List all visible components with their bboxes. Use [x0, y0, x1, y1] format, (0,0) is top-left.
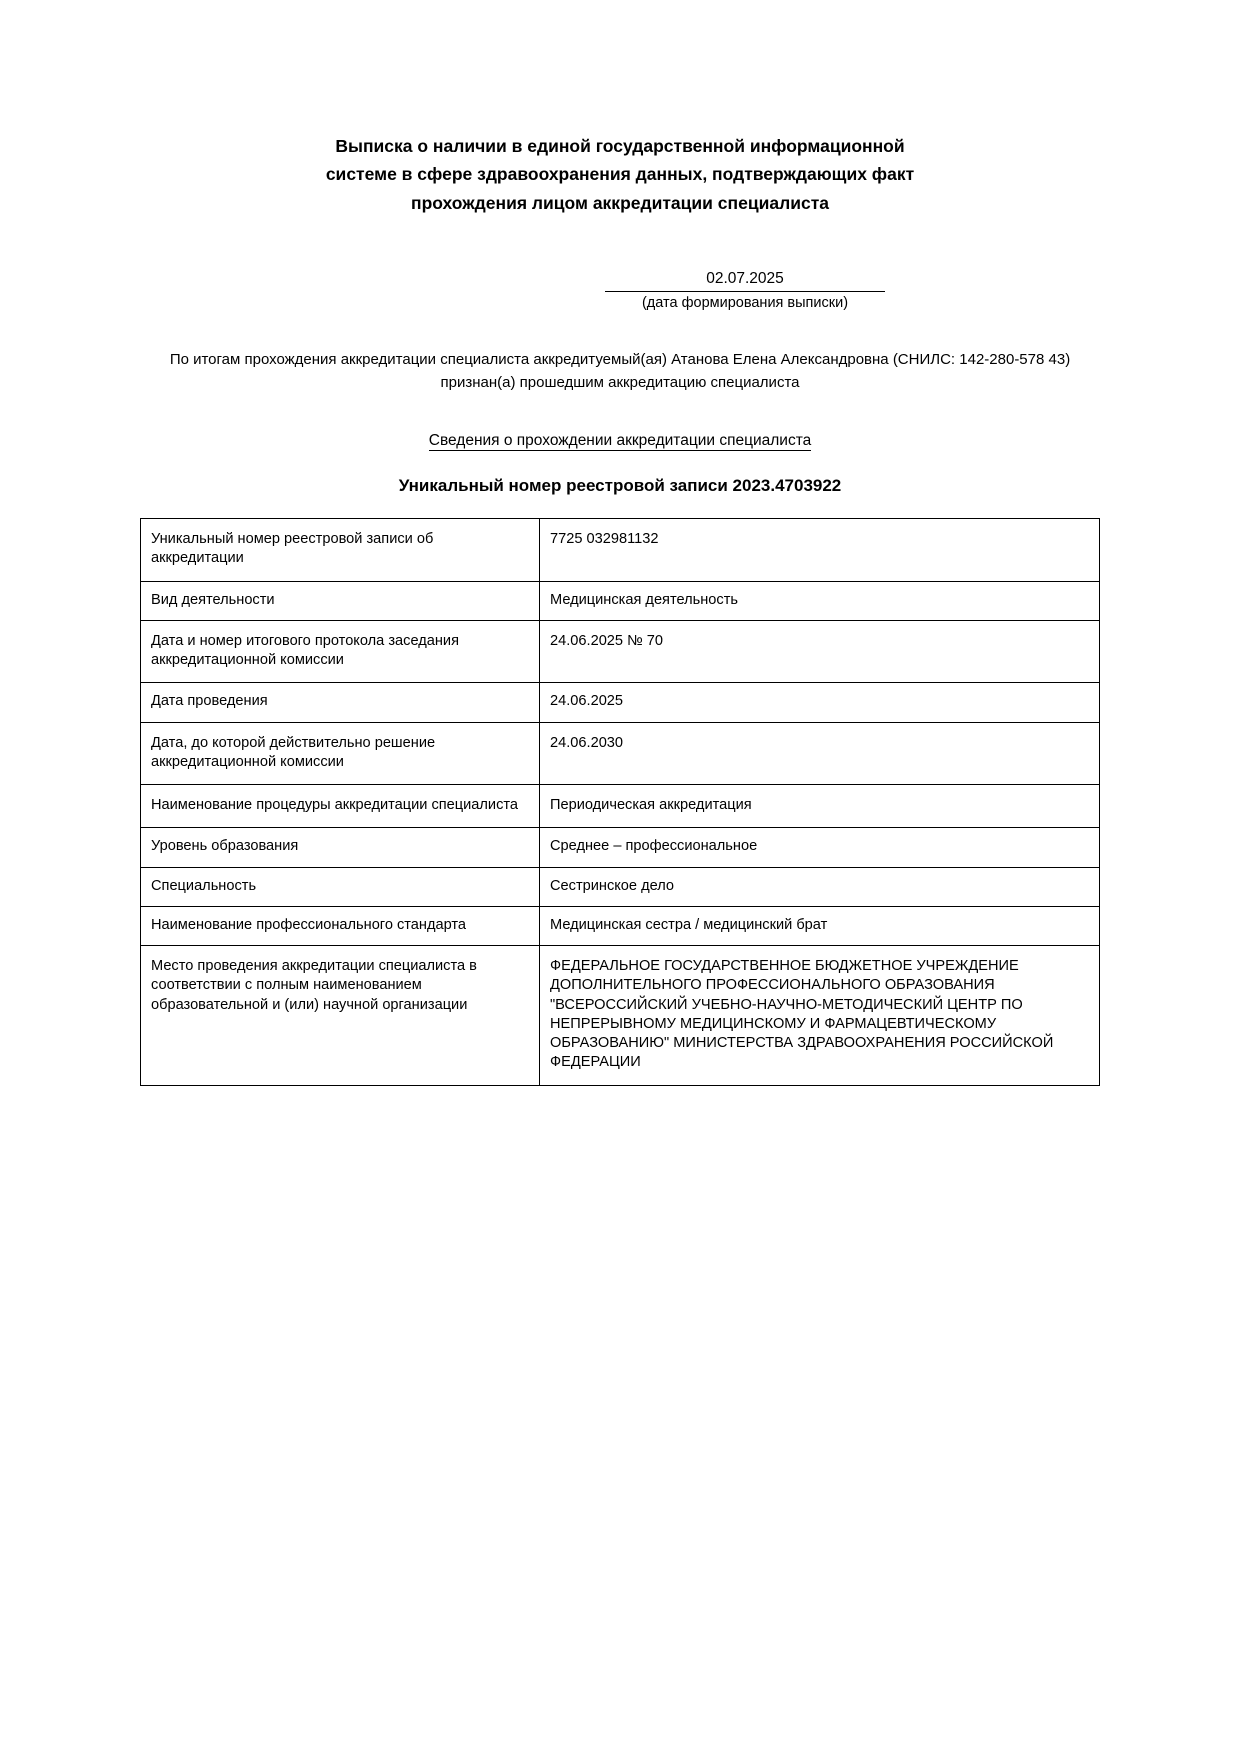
- table-row: [141, 906, 1100, 945]
- table-row: [141, 519, 1100, 582]
- row-value: Сестринское дело: [540, 867, 1100, 906]
- table-row: [141, 946, 1100, 1086]
- row-label: Дата, до которой действительно решение аккредитационной комиссии: [141, 722, 540, 785]
- table-row: [141, 828, 1100, 867]
- table-row: [141, 683, 1100, 722]
- table-row: [141, 620, 1100, 683]
- row-value: 7725 032981132: [540, 519, 1100, 582]
- section-heading-text: Сведения о прохождении аккредитации специалиста: [428, 432, 812, 450]
- section-heading: [140, 432, 1100, 450]
- row-value: Среднее – профессиональное: [540, 828, 1100, 867]
- page-title-line-2: системе в сфере здравоохранения данных, подтверждающих факт: [325, 164, 915, 185]
- accreditation-details-table: [140, 518, 1100, 1086]
- row-label: Дата и номер итогового протокола заседания аккредитационной комиссии: [141, 620, 540, 683]
- table-row: [141, 581, 1100, 620]
- row-label: Дата проведения: [141, 683, 540, 722]
- row-label: Уровень образования: [141, 828, 540, 867]
- row-value: Медицинская деятельность: [540, 581, 1100, 620]
- row-label: Место проведения аккредитации специалиста в соответствии с полным наименованием образовательной и (или) научной организации: [141, 946, 540, 1086]
- page-title-line-3: прохождения лицом аккредитации специалиста: [411, 192, 829, 213]
- row-label: Наименование профессионального стандарта: [141, 906, 540, 945]
- intro-paragraph: По итогам прохождения аккредитации специалиста аккредитуемый(ая) Атанова Елена Александровна (СНИЛС: 142-280-578 43) признан(а) прошедшим аккредитацию специалиста: [169, 351, 1071, 391]
- table-row: [141, 867, 1100, 906]
- row-value: Периодическая аккредитация: [540, 785, 1100, 828]
- formation-date-value: 02.07.2025: [605, 269, 885, 292]
- row-value: 24.06.2030: [540, 722, 1100, 785]
- row-label: Наименование процедуры аккредитации специалиста: [141, 785, 540, 828]
- row-label: Вид деятельности: [141, 581, 540, 620]
- row-label: Уникальный номер реестровой записи об аккредитации: [141, 519, 540, 582]
- row-value: ФЕДЕРАЛЬНОЕ ГОСУДАРСТВЕННОЕ БЮДЖЕТНОЕ УЧРЕЖДЕНИЕ ДОПОЛНИТЕЛЬНОГО ПРОФЕССИОНАЛЬНОГО ОБРАЗОВАНИЯ "ВСЕРОССИЙСКИЙ УЧЕБНО-НАУЧНО-МЕТОДИЧЕСКИЙ ЦЕНТР ПО НЕПРЕРЫВНОМУ МЕДИЦИНСКОМУ И ФАРМАЦЕВТИЧЕСКОМУ ОБРАЗОВАНИЮ" МИНИСТЕРСТВА ЗДРАВООХРАНЕНИЯ РОССИЙСКОЙ ФЕДЕРАЦИИ: [540, 946, 1100, 1086]
- row-value: 24.06.2025 № 70: [540, 620, 1100, 683]
- formation-date-block: [140, 269, 1100, 311]
- page-title-line-1: Выписка о наличии в единой государственной информационной: [335, 136, 905, 156]
- page-title: [300, 132, 940, 217]
- row-value: Медицинская сестра / медицинский брат: [540, 906, 1100, 945]
- row-label: Специальность: [141, 867, 540, 906]
- formation-date-caption: (дата формирования выписки): [641, 295, 849, 312]
- table-row: [141, 785, 1100, 828]
- table-row: [141, 722, 1100, 785]
- row-value: 24.06.2025: [540, 683, 1100, 722]
- registry-record-number: Уникальный номер реестровой записи 2023.4703922: [398, 476, 842, 496]
